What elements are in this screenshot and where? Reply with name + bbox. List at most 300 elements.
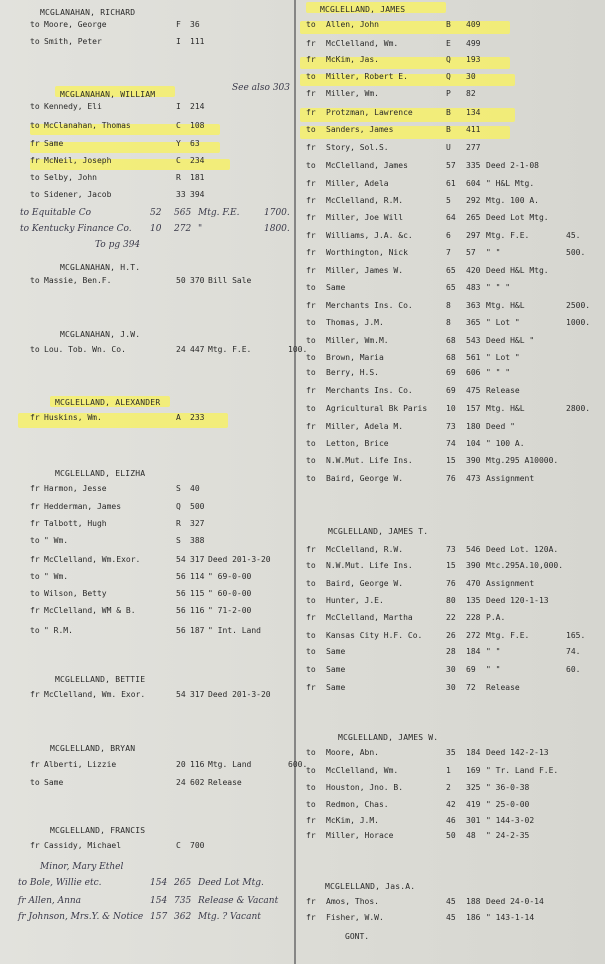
- book-number: 10: [446, 404, 456, 413]
- party-name: Amos, Thos.: [326, 897, 379, 906]
- direction-label: to: [30, 345, 40, 354]
- handwritten-text: to Kentucky Finance Co.: [20, 224, 132, 234]
- index-row: [0, 613, 605, 625]
- party-name: Merchants Ins. Co.: [326, 386, 413, 395]
- entry-heading: MCGLANAHAN, WILLIAM: [60, 90, 156, 99]
- party-name: Same: [44, 139, 64, 148]
- transaction-type: Release: [486, 386, 520, 395]
- entry-heading: MCGLELLAND, ELIZHA: [55, 469, 146, 478]
- direction-label: to: [306, 665, 316, 674]
- index-row: [0, 519, 605, 531]
- book-number: 57: [446, 161, 456, 170]
- index-row: [0, 748, 605, 760]
- book-number: 73: [446, 545, 456, 554]
- book-number: 30: [446, 665, 456, 674]
- page-number: 370: [190, 276, 205, 285]
- book-number: B: [446, 108, 451, 117]
- index-row: [0, 831, 605, 843]
- index-row: [0, 301, 605, 313]
- book-number: C: [176, 841, 181, 850]
- index-row: [0, 386, 605, 398]
- page-number: 317: [190, 555, 205, 564]
- direction-label: to: [30, 190, 40, 199]
- book-number: 80: [446, 596, 456, 605]
- book-number: 45: [446, 913, 456, 922]
- party-name: Hedderman, James: [44, 502, 122, 511]
- direction-label: to: [306, 439, 316, 448]
- direction-label: to: [306, 579, 316, 588]
- book-number: C: [176, 121, 181, 130]
- direction-label: to: [306, 368, 316, 377]
- party-name: Williams, J.A. &c.: [326, 231, 413, 240]
- index-row: [0, 196, 605, 208]
- book-number: 68: [446, 336, 456, 345]
- transaction-type: Bill Sale: [208, 276, 252, 285]
- transaction-type: Assignment: [486, 474, 535, 483]
- book-number: 65: [446, 266, 456, 275]
- book-number: 7: [446, 248, 451, 257]
- transaction-type: Deed H&L Mtg.: [486, 266, 549, 275]
- index-row: [0, 283, 605, 295]
- transaction-type: ": [198, 224, 203, 234]
- transaction-type: Mtc.295A.10,000.: [486, 561, 564, 570]
- book-number: 68: [446, 353, 456, 362]
- direction-label: fr: [306, 179, 316, 188]
- amount: 2500.: [566, 301, 591, 310]
- direction-label: to: [306, 631, 316, 640]
- book-number: 54: [176, 690, 186, 699]
- page-number: 473: [466, 474, 481, 483]
- amount: 100.: [288, 345, 308, 354]
- book-number: 24: [176, 345, 186, 354]
- index-row: [0, 502, 605, 514]
- book-number: 24: [176, 778, 186, 787]
- book-number: C: [176, 156, 181, 165]
- direction-label: to: [306, 125, 316, 134]
- party-name: Miller, Wm.: [326, 89, 379, 98]
- index-row: [0, 266, 605, 278]
- page-number: 82: [466, 89, 476, 98]
- index-row: [0, 561, 605, 573]
- party-name: McKim, Jas.: [326, 55, 379, 64]
- page-number: 188: [466, 897, 481, 906]
- entry-heading: MCGLANAHAN, H.T.: [60, 263, 141, 272]
- direction-label: fr: [30, 139, 40, 148]
- book-number: 56: [176, 626, 186, 635]
- transaction-type: " 24-2-35: [486, 831, 530, 840]
- page-number: 187: [190, 626, 205, 635]
- direction-label: fr: [30, 156, 40, 165]
- direction-label: to: [30, 121, 40, 130]
- transaction-type: Deed 2-1-08: [486, 161, 539, 170]
- transaction-type: " 144-3-02: [486, 816, 535, 825]
- book-number: 2: [446, 783, 451, 792]
- amount: 600.: [288, 760, 308, 769]
- page-number: 735: [174, 896, 192, 906]
- transaction-type: " " ": [486, 283, 511, 292]
- party-name: Alberti, Lizzie: [44, 760, 117, 769]
- direction-label: to: [30, 778, 40, 787]
- direction-label: fr: [30, 484, 40, 493]
- book-number: A: [176, 413, 181, 422]
- page-number: 135: [466, 596, 481, 605]
- book-number: 20: [176, 760, 186, 769]
- handwritten-text: to Bole, Willie etc.: [18, 878, 102, 888]
- party-name: Selby, John: [44, 173, 97, 182]
- page-number: 184: [466, 647, 481, 656]
- party-name: Worthington, Nick: [326, 248, 408, 257]
- party-name: Moore, Abn.: [326, 748, 379, 757]
- page-number: 335: [466, 161, 481, 170]
- index-row: [0, 683, 605, 695]
- page-number: 111: [190, 37, 205, 46]
- book-number: P: [446, 89, 451, 98]
- party-name: Lou. Tob. Wn. Co.: [44, 345, 126, 354]
- page-number: 447: [190, 345, 205, 354]
- page-number: 180: [466, 422, 481, 431]
- direction-label: fr: [30, 690, 40, 699]
- index-row: [0, 897, 605, 909]
- transaction-type: " Tr. Land F.E.: [486, 766, 559, 775]
- book-number: 69: [446, 368, 456, 377]
- entry-heading: MCGLANAHAN, J.W.: [60, 330, 141, 339]
- book-number: 157: [150, 912, 168, 922]
- index-row: [0, 579, 605, 591]
- direction-label: fr: [306, 39, 316, 48]
- index-row: [0, 456, 605, 468]
- book-number: 61: [446, 179, 456, 188]
- index-row: [0, 89, 605, 101]
- party-name: Talbott, Hugh: [44, 519, 107, 528]
- page-number: 104: [466, 439, 481, 448]
- amount: 2800.: [566, 404, 591, 413]
- party-name: McClelland, R.W.: [326, 545, 404, 554]
- index-row: [0, 816, 605, 828]
- book-number: 8: [446, 318, 451, 327]
- direction-label: fr: [30, 413, 40, 422]
- party-name: Massie, Ben.F.: [44, 276, 112, 285]
- amount: 1700.: [264, 208, 290, 218]
- page-number: 115: [190, 589, 205, 598]
- entry-heading: MCGLELLAND, ALEXANDER: [55, 398, 161, 407]
- continued-label: GONT.: [345, 932, 370, 941]
- page-number: 388: [190, 536, 205, 545]
- direction-label: to: [306, 783, 316, 792]
- direction-label: to: [306, 404, 316, 413]
- transaction-type: Deed 201-3-20: [208, 555, 271, 564]
- index-row: [0, 474, 605, 486]
- direction-label: to: [306, 456, 316, 465]
- transaction-type: Assignment: [486, 579, 535, 588]
- party-name: McNeil, Joseph: [44, 156, 112, 165]
- amount: 45.: [566, 231, 581, 240]
- direction-label: to: [30, 173, 40, 182]
- entry-heading: MCGLELLAND, JAMES: [320, 5, 406, 14]
- book-number: R: [176, 519, 181, 528]
- transaction-type: " 60-0-00: [208, 589, 252, 598]
- party-name: Huskins, Wm.: [44, 413, 102, 422]
- party-name: Same: [326, 283, 346, 292]
- page-number: 409: [466, 20, 481, 29]
- transaction-type: Deed 120-1-13: [486, 596, 549, 605]
- direction-label: fr: [306, 143, 316, 152]
- direction-label: fr: [306, 913, 316, 922]
- party-name: Houston, Jno. B.: [326, 783, 404, 792]
- party-name: Hunter, J.E.: [326, 596, 384, 605]
- transaction-type: Mtg. H&L: [486, 301, 525, 310]
- handwritten-text: to Equitable Co: [20, 208, 92, 218]
- page-number: 40: [190, 484, 200, 493]
- direction-label: fr: [30, 519, 40, 528]
- handwritten-text: fr Allen, Anna: [18, 896, 82, 906]
- page-number: 411: [466, 125, 481, 134]
- party-name: N.W.Mut. Life Ins.: [326, 456, 413, 465]
- handwritten-text: To pg 394: [95, 240, 141, 250]
- index-row: [0, 596, 605, 608]
- transaction-type: Release & Vacant: [198, 896, 279, 906]
- page-number: 114: [190, 572, 205, 581]
- book-number: 50: [446, 831, 456, 840]
- page-number: 546: [466, 545, 481, 554]
- page-number: 265: [174, 878, 192, 888]
- book-number: 56: [176, 606, 186, 615]
- transaction-type: " 69-0-00: [208, 572, 252, 581]
- direction-label: to: [30, 276, 40, 285]
- page-number: 72: [466, 683, 476, 692]
- transaction-type: Deed 142-2-13: [486, 748, 549, 757]
- direction-label: to: [30, 589, 40, 598]
- page-number: 134: [466, 108, 481, 117]
- page-number: 181: [190, 173, 205, 182]
- handwritten-text: Minor, Mary Ethel: [40, 862, 124, 872]
- direction-label: fr: [306, 266, 316, 275]
- see-also-note: See also 303: [232, 83, 290, 93]
- page-number: 116: [190, 760, 205, 769]
- page-number: 390: [466, 561, 481, 570]
- book-number: 46: [446, 816, 456, 825]
- page-number: 63: [190, 139, 200, 148]
- book-number: Y: [176, 139, 181, 148]
- page-number: 561: [466, 353, 481, 362]
- party-name: Miller, Adela M.: [326, 422, 404, 431]
- book-number: 6: [446, 231, 451, 240]
- transaction-type: Release: [208, 778, 242, 787]
- book-number: 64: [446, 213, 456, 222]
- party-name: Merchants Ins. Co.: [326, 301, 413, 310]
- book-number: B: [446, 20, 451, 29]
- party-name: Smith, Peter: [44, 37, 102, 46]
- book-number: Q: [446, 55, 451, 64]
- transaction-type: Mtg. H&L: [486, 404, 525, 413]
- direction-label: fr: [306, 89, 316, 98]
- party-name: McKim, J.M.: [326, 816, 379, 825]
- book-number: Q: [176, 502, 181, 511]
- index-row: [0, 161, 605, 173]
- direction-label: to: [30, 626, 40, 635]
- transaction-type: Mtg. F.E.: [486, 231, 530, 240]
- direction-label: to: [306, 596, 316, 605]
- transaction-type: Mtg. Land: [208, 760, 252, 769]
- direction-label: to: [30, 37, 40, 46]
- book-number: 154: [150, 878, 168, 888]
- book-number: 56: [176, 572, 186, 581]
- book-number: 42: [446, 800, 456, 809]
- party-name: Baird, George W.: [326, 474, 404, 483]
- page-number: 108: [190, 121, 205, 130]
- direction-label: to: [306, 318, 316, 327]
- direction-label: fr: [30, 606, 40, 615]
- transaction-type: Mtg.295 A10000.: [486, 456, 559, 465]
- direction-label: fr: [306, 831, 316, 840]
- index-row: [0, 55, 605, 67]
- party-name: Fisher, W.W.: [326, 913, 384, 922]
- page-number: 483: [466, 283, 481, 292]
- direction-label: to: [306, 647, 316, 656]
- direction-label: to: [306, 748, 316, 757]
- page-number: 186: [466, 913, 481, 922]
- transaction-type: " H&L Mtg.: [486, 179, 535, 188]
- page-number: 499: [466, 39, 481, 48]
- amount: 60.: [566, 665, 581, 674]
- page-number: 272: [466, 631, 481, 640]
- transaction-type: Mtg. F.E.: [208, 345, 252, 354]
- book-number: 69: [446, 386, 456, 395]
- transaction-type: Deed ": [486, 422, 515, 431]
- book-number: B: [446, 125, 451, 134]
- book-number: E: [446, 39, 451, 48]
- page-number: 277: [466, 143, 481, 152]
- direction-label: fr: [306, 816, 316, 825]
- page-number: 234: [190, 156, 205, 165]
- page-number: 565: [174, 208, 192, 218]
- book-number: 26: [446, 631, 456, 640]
- amount: 165.: [566, 631, 586, 640]
- direction-label: fr: [306, 231, 316, 240]
- party-name: Protzman, Lawrence: [326, 108, 413, 117]
- party-name: Thomas, J.M.: [326, 318, 384, 327]
- index-row: [0, 783, 605, 795]
- transaction-type: " 71-2-00: [208, 606, 252, 615]
- party-name: Harmon, Jesse: [44, 484, 107, 493]
- index-row: [0, 72, 605, 84]
- party-name: Miller, Joe Will: [326, 213, 404, 222]
- page-number: 420: [466, 266, 481, 275]
- page-number: 475: [466, 386, 481, 395]
- book-number: 15: [446, 561, 456, 570]
- page-number: 325: [466, 783, 481, 792]
- party-name: Same: [326, 683, 346, 692]
- transaction-type: Deed 24-0-14: [486, 897, 544, 906]
- book-number: 15: [446, 456, 456, 465]
- book-number: I: [176, 102, 181, 111]
- page-number: 700: [190, 841, 205, 850]
- direction-label: to: [306, 283, 316, 292]
- amount: 74.: [566, 647, 581, 656]
- book-number: U: [446, 143, 451, 152]
- index-row: [0, 143, 605, 155]
- book-number: 10: [150, 224, 162, 234]
- direction-label: to: [306, 353, 316, 362]
- transaction-type: P.A.: [486, 613, 506, 622]
- page-number: 604: [466, 179, 481, 188]
- party-name: Cassidy, Michael: [44, 841, 122, 850]
- page-number: 57: [466, 248, 476, 257]
- book-number: Q: [446, 72, 451, 81]
- book-number: 8: [446, 301, 451, 310]
- direction-label: to: [30, 536, 40, 545]
- party-name: Sidener, Jacob: [44, 190, 112, 199]
- index-row: [0, 108, 605, 120]
- book-number: I: [176, 37, 181, 46]
- page-number: 362: [174, 912, 192, 922]
- page-number: 606: [466, 368, 481, 377]
- page-number: 297: [466, 231, 481, 240]
- book-number: 1: [446, 766, 451, 775]
- direction-label: fr: [30, 502, 40, 511]
- transaction-type: " Int. Land: [208, 626, 261, 635]
- index-row: [0, 318, 605, 330]
- page-number: 390: [466, 456, 481, 465]
- party-name: Agricultural Bk Paris: [326, 404, 428, 413]
- transaction-type: " ": [486, 665, 501, 674]
- index-row: [0, 368, 605, 380]
- page-number: 470: [466, 579, 481, 588]
- page-number: 500: [190, 502, 205, 511]
- book-number: 33: [176, 190, 186, 199]
- party-name: " Wm.: [44, 536, 69, 545]
- index-row: [0, 800, 605, 812]
- transaction-type: Mtg. F.E.: [486, 631, 530, 640]
- party-name: Miller, James W.: [326, 266, 404, 275]
- direction-label: fr: [306, 213, 316, 222]
- transaction-type: " 25-0-00: [486, 800, 530, 809]
- page-number: 116: [190, 606, 205, 615]
- party-name: Redmon, Chas.: [326, 800, 389, 809]
- party-name: McClelland, Wm.Exor.: [44, 555, 141, 564]
- transaction-type: " 143-1-14: [486, 913, 535, 922]
- direction-label: to: [306, 336, 316, 345]
- page-number: 394: [190, 190, 205, 199]
- page-number: 327: [190, 519, 205, 528]
- party-name: Allen, John: [326, 20, 379, 29]
- page-number: 169: [466, 766, 481, 775]
- direction-label: fr: [306, 422, 316, 431]
- party-name: McClelland, WM & B.: [44, 606, 136, 615]
- party-name: Moore, George: [44, 20, 107, 29]
- party-name: Same: [326, 647, 346, 656]
- transaction-type: Deed Lot. 120A.: [486, 545, 559, 554]
- transaction-type: Deed Lot Mtg.: [198, 878, 264, 888]
- index-row: [0, 545, 605, 557]
- book-number: 73: [446, 422, 456, 431]
- page-number: 69: [466, 665, 476, 674]
- page-number: 48: [466, 831, 476, 840]
- party-name: McClelland, Wm.: [326, 766, 399, 775]
- index-row: [0, 125, 605, 137]
- index-row: [0, 647, 605, 659]
- book-number: 54: [176, 555, 186, 564]
- direction-label: fr: [306, 386, 316, 395]
- index-row: [0, 353, 605, 365]
- party-name: " R.M.: [44, 626, 73, 635]
- handwritten-text: fr Johnson, Mrs.Y. & Notice: [18, 912, 144, 922]
- page-number: 233: [190, 413, 205, 422]
- book-number: 65: [446, 283, 456, 292]
- direction-label: to: [306, 161, 316, 170]
- book-number: 74: [446, 439, 456, 448]
- party-name: McClelland, Wm. Exor.: [44, 690, 146, 699]
- page-number: 363: [466, 301, 481, 310]
